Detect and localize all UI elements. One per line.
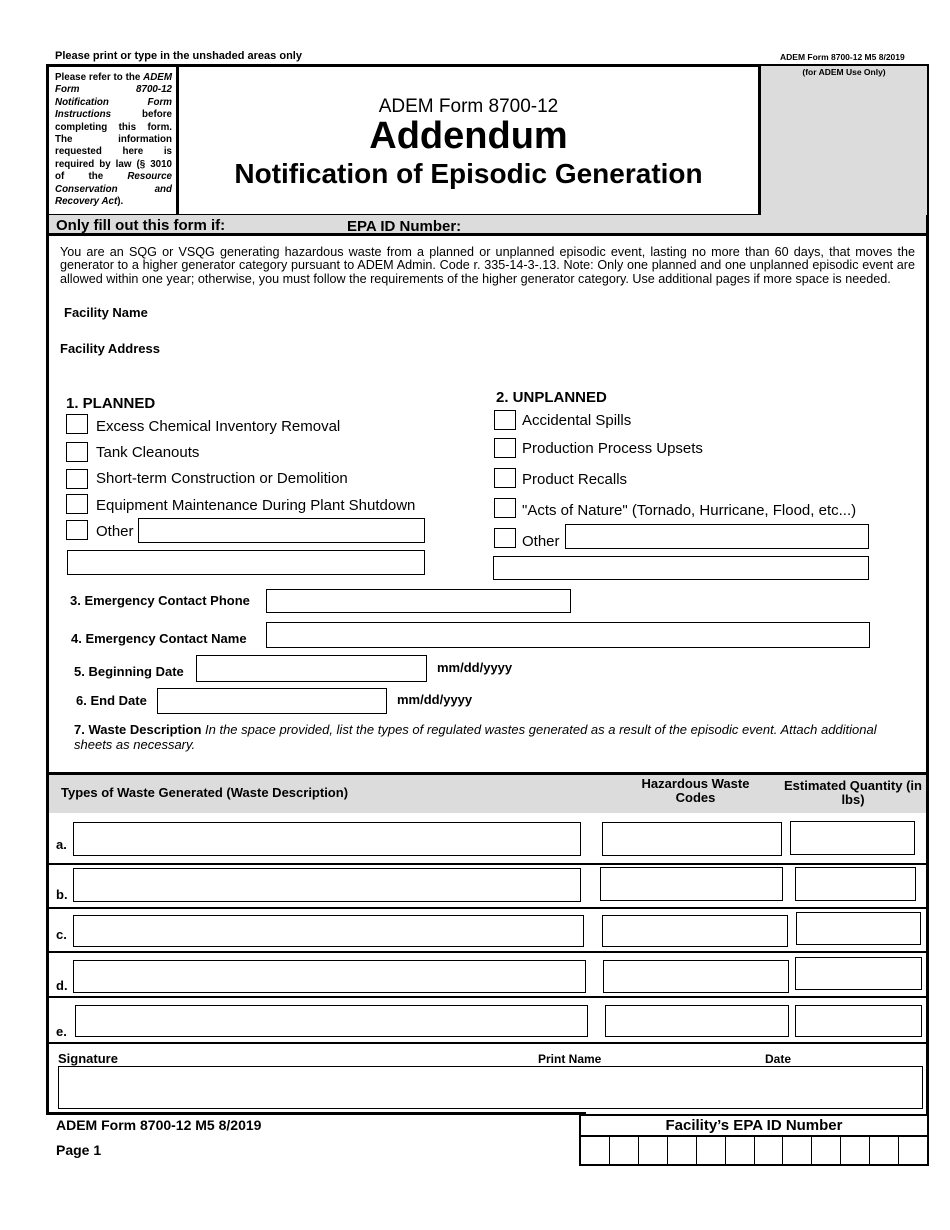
row-divider-b bbox=[49, 907, 926, 909]
col-types-header: Types of Waste Generated (Waste Description) bbox=[61, 785, 349, 800]
row-label-c: c. bbox=[56, 927, 67, 942]
option-short-term-construction: Short-term Construction or Demolition bbox=[96, 470, 348, 487]
epa-id-label: EPA ID Number: bbox=[347, 218, 462, 235]
col-codes-header: Hazardous Waste Codes bbox=[641, 776, 750, 805]
checkbox-product-recalls[interactable] bbox=[494, 468, 516, 488]
option-tank-cleanouts: Tank Cleanouts bbox=[96, 444, 200, 461]
waste-qty-input-a[interactable] bbox=[790, 821, 915, 855]
page-number: Page 1 bbox=[56, 1142, 102, 1158]
signature-input[interactable] bbox=[58, 1066, 923, 1109]
waste-desc-input-e[interactable] bbox=[75, 1005, 588, 1037]
emergency-name-label: 4. Emergency Contact Name bbox=[71, 631, 247, 646]
only-fill-label: Only fill out this form if: bbox=[56, 217, 226, 234]
form-number: ADEM Form 8700-12 bbox=[378, 96, 559, 117]
end-date-label: 6. End Date bbox=[76, 693, 147, 708]
col-qty-header: Estimated Quantity (in lbs) bbox=[784, 778, 922, 807]
option-planned-other: Other bbox=[96, 523, 134, 540]
facility-name-label: Facility Name bbox=[64, 305, 148, 320]
print-name-label: Print Name bbox=[538, 1052, 602, 1066]
body-border-bottom bbox=[46, 1112, 586, 1115]
option-unplanned-other: Other bbox=[522, 533, 560, 550]
checkbox-production-upsets[interactable] bbox=[494, 438, 516, 458]
body-border-left bbox=[46, 215, 49, 1115]
planned-other-input[interactable] bbox=[138, 518, 425, 543]
epa-id-cell[interactable] bbox=[841, 1136, 870, 1164]
beginning-date-format: mm/dd/yyyy bbox=[437, 660, 513, 675]
end-date-input[interactable] bbox=[157, 688, 387, 714]
row-label-b: b. bbox=[56, 887, 68, 902]
planned-other-input-2[interactable] bbox=[67, 550, 425, 575]
checkbox-planned-other[interactable] bbox=[66, 520, 88, 540]
beginning-date-input[interactable] bbox=[196, 655, 427, 682]
form-subtitle: Notification of Episodic Generation bbox=[234, 158, 703, 189]
ademuse-label: (for ADEM Use Only) bbox=[802, 67, 886, 77]
waste-description-instructions: In the space provided, list the types of regulated wastes generated as a result of the episodic event. Attach additional sheets as necessary. bbox=[74, 722, 877, 752]
epa-id-cell[interactable] bbox=[783, 1136, 812, 1164]
emergency-name-input[interactable] bbox=[266, 622, 870, 648]
waste-description bbox=[74, 723, 904, 752]
waste-code-input-a[interactable] bbox=[602, 822, 782, 856]
unplanned-heading: 2. UNPLANNED bbox=[496, 389, 607, 406]
waste-qty-input-d[interactable] bbox=[795, 957, 922, 990]
waste-desc-input-b[interactable] bbox=[73, 868, 581, 902]
waste-desc-input-a[interactable] bbox=[73, 822, 581, 856]
facility-epa-id-table bbox=[579, 1114, 929, 1166]
facility-address-label: Facility Address bbox=[60, 341, 160, 356]
epa-id-cell[interactable] bbox=[755, 1136, 784, 1164]
epa-id-cell[interactable] bbox=[726, 1136, 755, 1164]
epa-id-cell[interactable] bbox=[899, 1136, 927, 1164]
intro-text: You are an SQG or VSQG generating hazardous waste from a planned or unplanned episodic event, lasting no more than 60 days, that moves the generator to a higher generator category pursuant to ADEM Admin. Code r. 335-14-3-.13. Note: Only one planned and one unplanned episodic event are allowed within one year; otherwise, you must follow the requirements of the higher generator category. Use additional pages if more space is needed. bbox=[60, 245, 915, 286]
waste-description-heading: 7. Waste Description bbox=[74, 722, 202, 737]
checkbox-unplanned-other[interactable] bbox=[494, 528, 516, 548]
form-title: Addendum bbox=[369, 115, 568, 157]
row-divider-e bbox=[49, 1042, 926, 1044]
epa-id-cell[interactable] bbox=[581, 1136, 610, 1164]
sig-date-label: Date bbox=[765, 1052, 792, 1066]
row-label-a: a. bbox=[56, 837, 67, 852]
signature-label: Signature bbox=[58, 1051, 118, 1066]
row-label-d: d. bbox=[56, 978, 68, 993]
footer-form-id: ADEM Form 8700-12 M5 8/2019 bbox=[56, 1117, 262, 1133]
waste-qty-input-e[interactable] bbox=[795, 1005, 922, 1037]
form-id-top: ADEM Form 8700-12 M5 8/2019 bbox=[780, 52, 905, 62]
print-instructions: Please print or type in the unshaded areas only bbox=[55, 50, 302, 62]
facility-epa-id-label: Facility’s EPA ID Number bbox=[581, 1117, 927, 1137]
epa-id-cells bbox=[581, 1136, 927, 1164]
emergency-phone-label: 3. Emergency Contact Phone bbox=[70, 593, 250, 608]
checkbox-short-term-construction[interactable] bbox=[66, 469, 88, 489]
epa-id-cell[interactable] bbox=[697, 1136, 726, 1164]
option-excess-chemical: Excess Chemical Inventory Removal bbox=[96, 418, 341, 435]
waste-qty-input-c[interactable] bbox=[796, 912, 921, 945]
instructions-note: Please refer to the ADEM Form 8700-12 Notification Form Instructions before completing this form. The information requested here is required by law (§ 3010 of the Resource Conservation and Recovery Act). bbox=[55, 72, 172, 208]
beginning-date-label: 5. Beginning Date bbox=[74, 664, 184, 679]
option-acts-of-nature: "Acts of Nature" (Tornado, Hurricane, Flood, etc...) bbox=[522, 502, 857, 519]
epa-id-cell[interactable] bbox=[639, 1136, 668, 1164]
planned-heading: 1. PLANNED bbox=[66, 395, 156, 412]
body-border-right bbox=[926, 215, 929, 1115]
option-equipment-maintenance: Equipment Maintenance During Plant Shutdown bbox=[96, 497, 416, 514]
row-divider-d bbox=[49, 996, 926, 998]
epa-id-cell[interactable] bbox=[870, 1136, 899, 1164]
checkbox-excess-chemical[interactable] bbox=[66, 414, 88, 434]
ademuse-area bbox=[761, 66, 927, 215]
waste-code-input-d[interactable] bbox=[603, 960, 789, 993]
checkbox-acts-of-nature[interactable] bbox=[494, 498, 516, 518]
row-label-e: e. bbox=[56, 1024, 67, 1039]
waste-qty-input-b[interactable] bbox=[795, 867, 916, 901]
option-accidental-spills: Accidental Spills bbox=[522, 412, 632, 429]
waste-desc-input-c[interactable] bbox=[73, 915, 584, 947]
option-production-upsets: Production Process Upsets bbox=[522, 440, 703, 457]
unplanned-other-input[interactable] bbox=[565, 524, 869, 549]
option-product-recalls: Product Recalls bbox=[522, 471, 628, 488]
unplanned-other-input-2[interactable] bbox=[493, 556, 869, 580]
checkbox-accidental-spills[interactable] bbox=[494, 410, 516, 430]
checkbox-equipment-maintenance[interactable] bbox=[66, 494, 88, 514]
row-divider-c bbox=[49, 951, 926, 953]
waste-code-input-e[interactable] bbox=[605, 1005, 789, 1037]
row-divider-a bbox=[49, 863, 926, 865]
epa-id-cell[interactable] bbox=[812, 1136, 841, 1164]
emergency-phone-input[interactable] bbox=[266, 589, 571, 613]
waste-desc-input-d[interactable] bbox=[73, 960, 586, 993]
epa-id-cell[interactable] bbox=[668, 1136, 697, 1164]
waste-code-input-b[interactable] bbox=[600, 867, 783, 901]
end-date-format: mm/dd/yyyy bbox=[397, 692, 473, 707]
epa-id-cell[interactable] bbox=[610, 1136, 639, 1164]
waste-code-input-c[interactable] bbox=[602, 915, 788, 947]
checkbox-tank-cleanouts[interactable] bbox=[66, 442, 88, 462]
